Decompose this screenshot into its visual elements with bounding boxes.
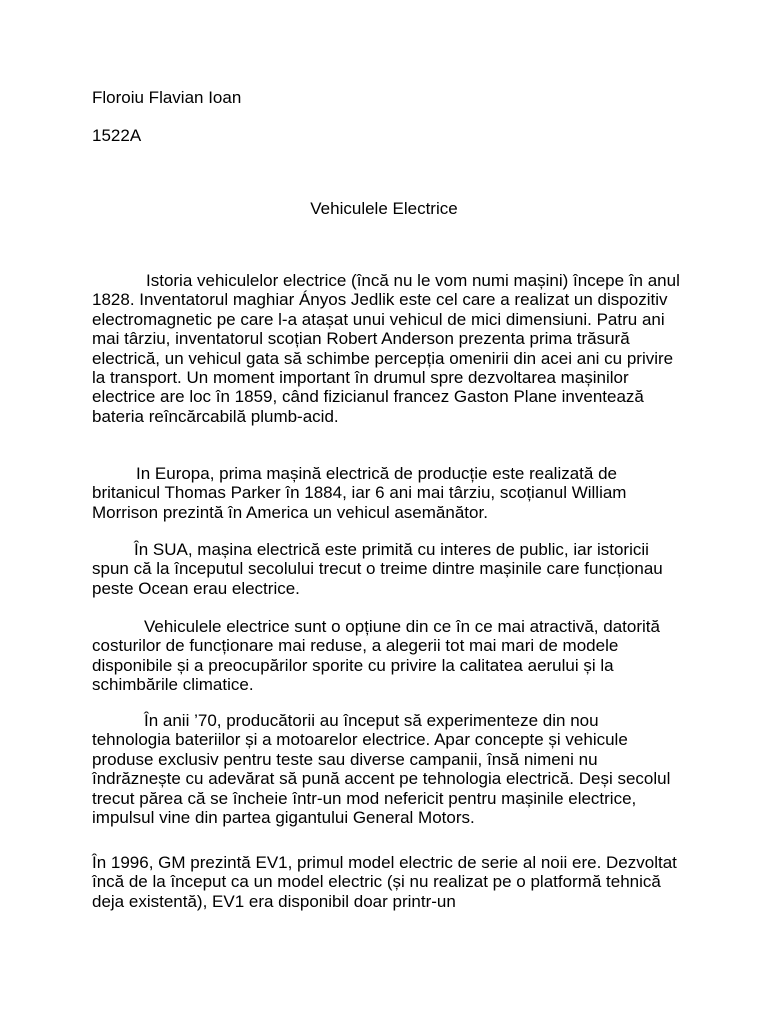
paragraph-history: Istoria vehiculelor electrice (încă nu le vom numi mașini) începe în anul 1828. Inventatorul maghiar Ányos Jedlik este cel care a realizat un dispozitiv electromagnetic pe care l-a atașat unui vehicul de mici dimensiuni. Patru ani mai târziu, inventatorul scoțian Robert Anderson prezenta prima trăsură electrică, un vehicul gata să schimbe percepția omenirii din acei ani cu privire la transport. Un moment important în drumul spre dezvoltarea mașinilor electrice are loc în 1859, când fizicianul francez Gaston Plane inventează bateria reîncărcabilă plumb-acid. <box>92 271 680 426</box>
paragraph-europe: In Europa, prima mașină electrică de producție este realizată de britanicul Thomas Parker în 1884, iar 6 ani mai târziu, scoțianul William Morrison prezintă în America un vehicul asemănător. <box>92 464 627 522</box>
paragraph-seventies: În anii ’70, producătorii au început să experimenteze din nou tehnologia bateriilor și a motoarelor electrice. Apar concepte și vehicule produse exclusiv pentru teste sau diverse campanii, însă nimeni nu îndrăznește cu adevărat să pună accent pe tehnologia electrică. Deși secolul trecut părea că se încheie într-un mod nefericit pentru mașinile electrice, impulsul vine din partea gigantului General Motors. <box>92 711 671 828</box>
document-title: Vehiculele Electrice <box>310 199 458 218</box>
paragraph-ev1: În 1996, GM prezintă EV1, primul model electric de serie al noii ere. Dezvoltat încă de la început ca un model electric (și nu realizat pe o platformă tehnică deja existentă), EV1 era disponibil doar printr-un <box>92 853 677 911</box>
student-group: 1522A <box>92 126 142 145</box>
paragraph-option: Vehiculele electrice sunt o opțiune din ce în ce mai atractivă, datorită costurilor de funcționare mai reduse, a alegerii tot mai mari de modele disponibile și a preocupărilor sporite cu privire la calitatea aerului și la schimbările climatice. <box>92 617 660 695</box>
paragraph-usa: În SUA, mașina electrică este primită cu interes de public, iar istoricii spun că la începutul secolului trecut o treime dintre mașinile care funcționau peste Ocean erau electrice. <box>92 540 663 598</box>
author-name: Floroiu Flavian Ioan <box>92 88 242 107</box>
